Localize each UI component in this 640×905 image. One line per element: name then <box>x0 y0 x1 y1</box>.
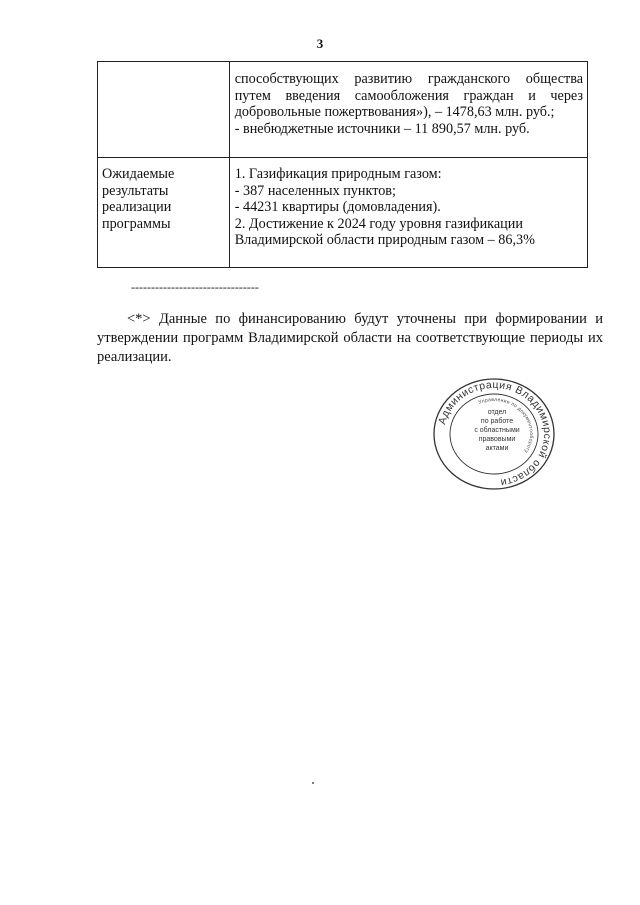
stamp-seal-icon <box>431 376 557 492</box>
stamp-outer-text: Администрация Владимирской области <box>436 378 554 489</box>
financing-line: способствующих развитию гражданского общества <box>234 71 583 87</box>
result-line: 1. Газификация природным газом: <box>234 166 442 182</box>
footnote <box>97 310 603 367</box>
table-cell-financing <box>229 62 587 158</box>
financing-line: путем введения самообложения граждан и через <box>234 87 583 104</box>
financing-line: добровольные пожертвования»), – 1478,63 млн. руб.; <box>234 104 555 120</box>
program-passport-table <box>97 61 588 268</box>
table-cell-expected-results <box>229 158 587 268</box>
table-row <box>98 62 588 158</box>
financing-line: - внебюджетные источники – 11 890,57 млн. руб. <box>234 120 530 137</box>
row-label-line: результаты <box>102 182 169 199</box>
table-cell-row-label <box>98 158 230 268</box>
table-row <box>98 158 588 268</box>
stamp-center-line: отдел <box>487 409 507 416</box>
stamp-middle-text: Управление по документообороту <box>477 396 535 455</box>
page-number: 3 <box>316 36 324 51</box>
row-label-line: программы <box>102 215 171 232</box>
scan-speck <box>312 782 314 784</box>
result-line: - 387 населенных пунктов; <box>234 182 396 199</box>
stamp-center-line: правовыми <box>478 436 516 443</box>
row-label-line: реализации <box>102 199 172 215</box>
result-line: - 44231 квартиры (домовладения). <box>234 199 441 215</box>
table-cell-left-empty <box>98 62 230 158</box>
stamp-center-line: по работе <box>480 418 514 425</box>
result-line: Владимирской области природным газом – 86,3% <box>234 232 535 248</box>
stamp-center-line: актами <box>485 445 509 452</box>
row-label-line: Ожидаемые <box>102 166 175 182</box>
official-stamp <box>431 376 557 492</box>
stamp-center-line: с областными <box>474 427 520 434</box>
footnote-text: <*> Данные по финансированию будут уточнены при формировании и утверждении программ Владимирской области на соответствующие периоды их реализации. <box>97 311 603 365</box>
result-line: 2. Достижение к 2024 году уровня газификации <box>234 215 523 232</box>
footnote-separator: -------------------------------- <box>131 280 259 294</box>
